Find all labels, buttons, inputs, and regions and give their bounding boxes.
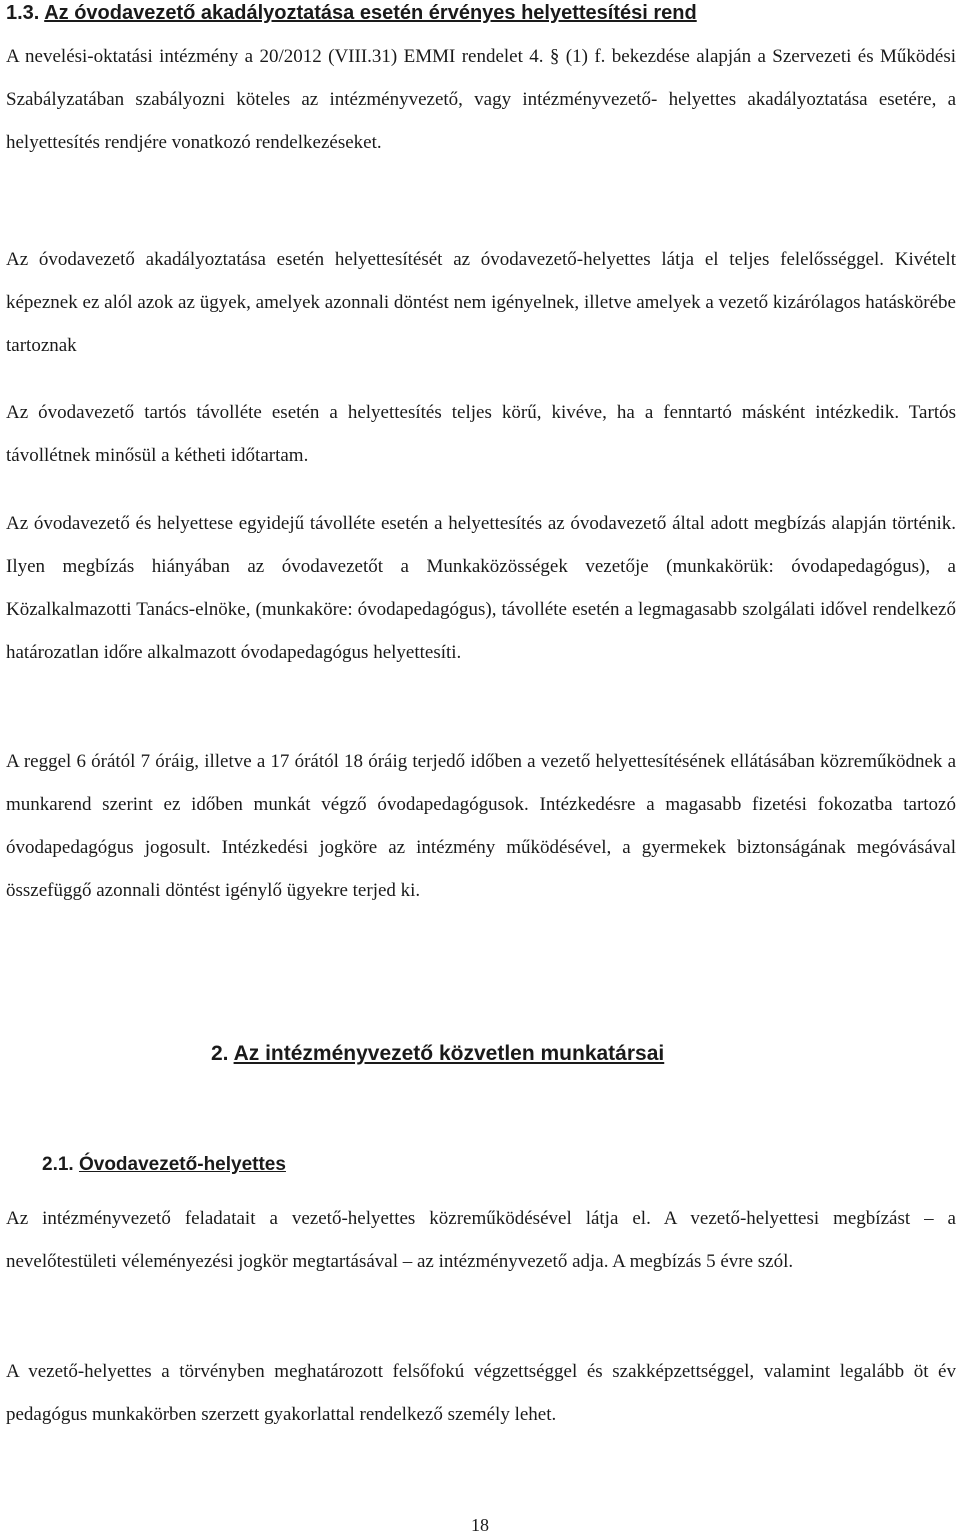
section-heading-2-1: [42, 1152, 286, 1178]
section-title: Óvodavezető-helyettes: [78, 1154, 286, 1175]
page-number: 18: [471, 1515, 489, 1535]
section-title: Az óvodavezető akadályoztatása esetén érvényes helyettesítési rend: [44, 2, 697, 24]
paragraph-long-absence: Az óvodavezető tartós távolléte esetén a helyettesítés teljes körű, kivéve, ha a fenntartó másként intézkedik. Tartós távollétnek minősül a kétheti időtartam.: [6, 402, 956, 466]
section-title: Az intézményvezető közvetlen munkatársai: [233, 1042, 665, 1065]
section-heading-1-3: [6, 0, 697, 26]
paragraph-legal-basis: A nevelési-oktatási intézmény a 20/2012 (VIII.31) EMMI rendelet 4. § (1) f. bekezdése alapján a Szervezeti és Működési Szabályzatában szabályozni köteles az intézményvezető, vagy intézményvezető- helyettes akadályoztatása esetére, a helyettesítés rendjére vonatkozó rendelkezéseket.: [6, 46, 956, 153]
section-number: 2.: [211, 1042, 229, 1065]
paragraph-deputy-appointment: Az intézményvezető feladatait a vezető-helyettes közreműködésével látja el. A vezető-helyettesi megbízást – a nevelőtestületi véleményezési jogkör megtartásával – az intézményvezető adja. A megbízás 5 évre szól.: [6, 1208, 956, 1272]
paragraph-deputy-substitution: Az óvodavezető akadályoztatása esetén helyettesítését az óvodavezető-helyettes látja el teljes felelősséggel. Kivételt képeznek ez alól azok az ügyek, amelyek azonnali döntést nem igényelnek, illetve amelyek a vezető kizárólagos hatáskörébe tartoznak: [6, 249, 956, 356]
section-number: 2.1.: [42, 1154, 74, 1175]
section-heading-2: [211, 1036, 664, 1072]
paragraph-morning-evening-hours: A reggel 6 órától 7 óráig, illetve a 17 órától 18 óráig terjedő időben a vezető helyettesítésének ellátásában közreműködnek a munkarend szerint ez időben munkát végző óvodapedagógusok. Intézkedésre a magasabb fizetési fokozatba tartozó óvodapedagógus jogosult. Intézkedési jogköre az intézmény működésével, a gyermekek biztonságának megóvásával összefüggő azonnali döntést igénylő ügyekre terjed ki.: [6, 751, 956, 901]
paragraph-joint-absence: Az óvodavezető és helyettese egyidejű távolléte esetén a helyettesítés az óvodavezető által adott megbízás alapján történik. Ilyen megbízás hiányában az óvodavezetőt a Munkaközösségek vezetője (munkakörük: óvodapedagógus), a Közalkalmazotti Tanács-elnöke, (munkaköre: óvodapedagógus), távolléte esetén a legmagasabb szolgálati idővel rendelkező határozatlan időre alkalmazott óvodapedagógus helyettesíti.: [6, 513, 956, 663]
paragraph-deputy-requirements: A vezető-helyettes a törvényben meghatározott felsőfokú végzettséggel és szakképzettséggel, valamint legalább öt év pedagógus munkakörben szerzett gyakorlattal rendelkező személy lehet.: [6, 1361, 956, 1425]
section-number: 1.3.: [6, 2, 40, 24]
